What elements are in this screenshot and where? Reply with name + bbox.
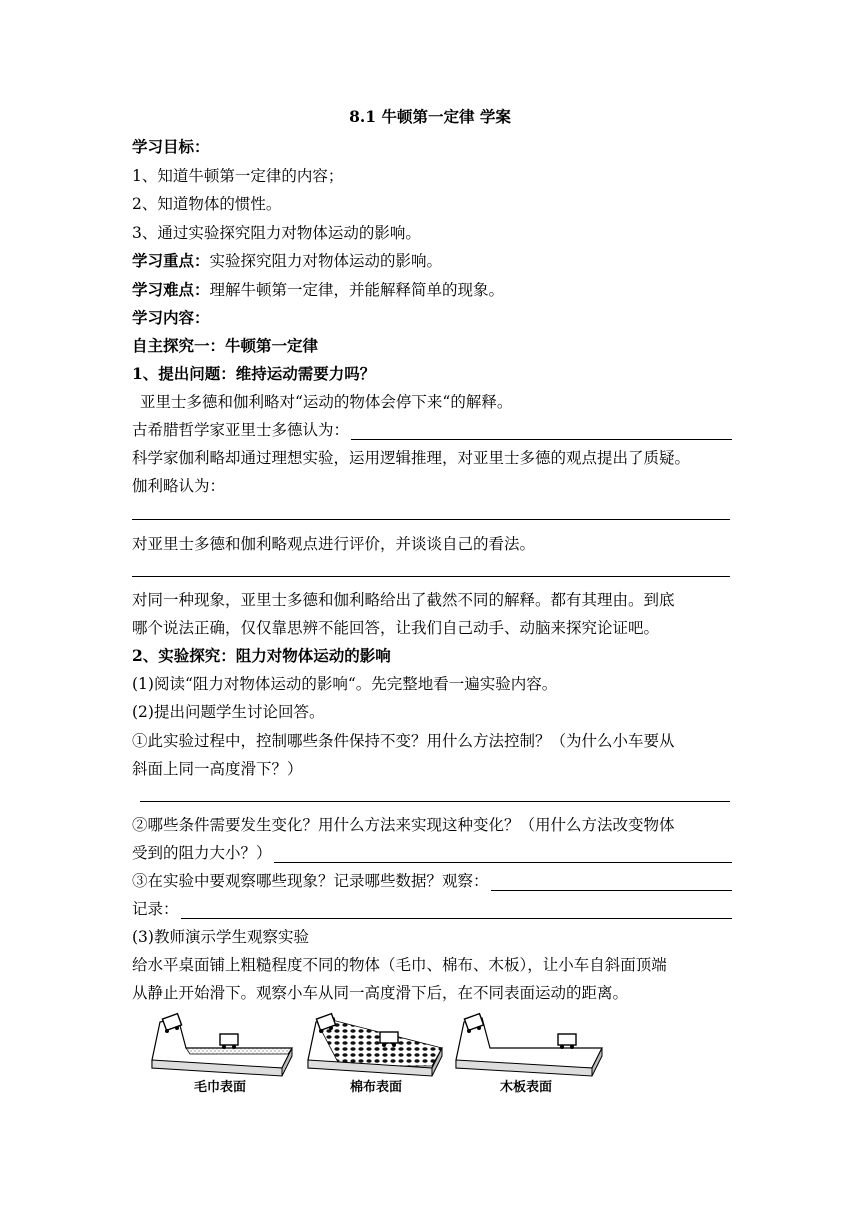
description-line: 给水平桌面铺上粗糙程度不同的物体（毛巾、棉布、木板），让小车自斜面顶端: [132, 956, 667, 974]
section2-heading: 2、实验探究：阻力对物体运动的影响: [132, 646, 391, 665]
question-a-line: ①此实验过程中，控制哪些条件保持不变？用什么方法控制？（为什么小车要从: [132, 732, 675, 750]
paragraph-line: 哪个说法正确，仅仅靠思辨不能回答，让我们自己动手、动脑来探究论证吧。: [132, 619, 660, 637]
goals-heading: 学习目标：: [132, 137, 210, 156]
aristotle-label: 古希腊哲学家亚里士多德认为：: [132, 421, 350, 439]
galileo-answer-blank[interactable]: [132, 519, 730, 520]
galileo-label: 伽利略认为：: [132, 477, 226, 495]
intro-text: 亚里士多德和伽利略对“运动的物体会停下来“的解释。: [140, 393, 513, 411]
caption-cloth: 棉布表面: [350, 1080, 403, 1095]
description-line: 从静止开始滑下。观察小车从同一高度滑下后，在不同表面运动的距离。: [132, 984, 629, 1002]
question-a-answer-blank[interactable]: [140, 801, 730, 802]
step-3: (3)教师演示学生观察实验: [132, 928, 309, 946]
caption-wood: 木板表面: [500, 1080, 553, 1095]
caption-towel: 毛巾表面: [194, 1080, 247, 1095]
difficulty: [132, 280, 732, 300]
observe-answer-blank[interactable]: [491, 875, 732, 891]
ramp-towel: [152, 1014, 292, 1076]
content-heading: 学习内容：: [132, 308, 210, 327]
difficulty-text: 理解牛顿第一定律，并能解释简单的现象。: [209, 281, 505, 299]
ramp-cloth: [308, 1014, 442, 1076]
question-c-row: [132, 871, 732, 891]
step-1: (1)阅读“阻力对物体运动的影响“。先完整地看一遍实验内容。: [132, 675, 558, 693]
record-answer-blank[interactable]: [181, 903, 732, 919]
aristotle-row: [132, 420, 732, 440]
difficulty-label: 学习难点：: [132, 280, 210, 299]
paragraph-line: 对同一种现象，亚里士多德和伽利略给出了截然不同的解释。都有其理由。到底: [132, 591, 675, 609]
step-2: (2)提出问题学生讨论回答。: [132, 703, 325, 721]
record-row: [132, 899, 732, 919]
evaluate-answer-blank[interactable]: [132, 576, 730, 577]
question-1: 1、提出问题：维持运动需要力吗？: [132, 364, 376, 383]
key-point-text: 实验探究阻力对物体运动的影响。: [209, 252, 443, 270]
goal-item: 1、知道牛顿第一定律的内容；: [132, 167, 344, 185]
key-point: [132, 251, 732, 271]
question-b-answer-blank[interactable]: [274, 847, 732, 863]
galileo-text: 科学家伽利略却通过理想实验，运用逻辑推理，对亚里士多德的观点提出了质疑。: [132, 449, 691, 467]
experiment-figure: [150, 1010, 610, 1100]
question-b-row: [132, 843, 732, 863]
question-b-line: 受到的阻力大小？）: [132, 844, 272, 862]
key-point-label: 学习重点：: [132, 251, 210, 270]
page-title: 8.1 牛顿第一定律 学案: [349, 107, 511, 126]
evaluate-prompt: 对亚里士多德和伽利略观点进行评价，并谈谈自己的看法。: [132, 535, 536, 553]
question-b-line: ②哪些条件需要发生变化？用什么方法来实现这种变化？（用什么方法改变物体: [132, 816, 675, 834]
goal-item: 2、知道物体的惯性。: [132, 195, 282, 213]
record-label: 记录：: [132, 900, 179, 918]
aristotle-answer-blank[interactable]: [351, 424, 732, 440]
question-c-text: ③在实验中要观察哪些现象？记录哪些数据？观察：: [132, 872, 489, 890]
ramp-wood: [456, 1014, 602, 1076]
section1-heading: 自主探究一：牛顿第一定律: [132, 336, 319, 355]
goal-item: 3、通过实验探究阻力对物体运动的影响。: [132, 224, 421, 242]
question-a-line: 斜面上同一高度滑下？）: [132, 760, 303, 778]
